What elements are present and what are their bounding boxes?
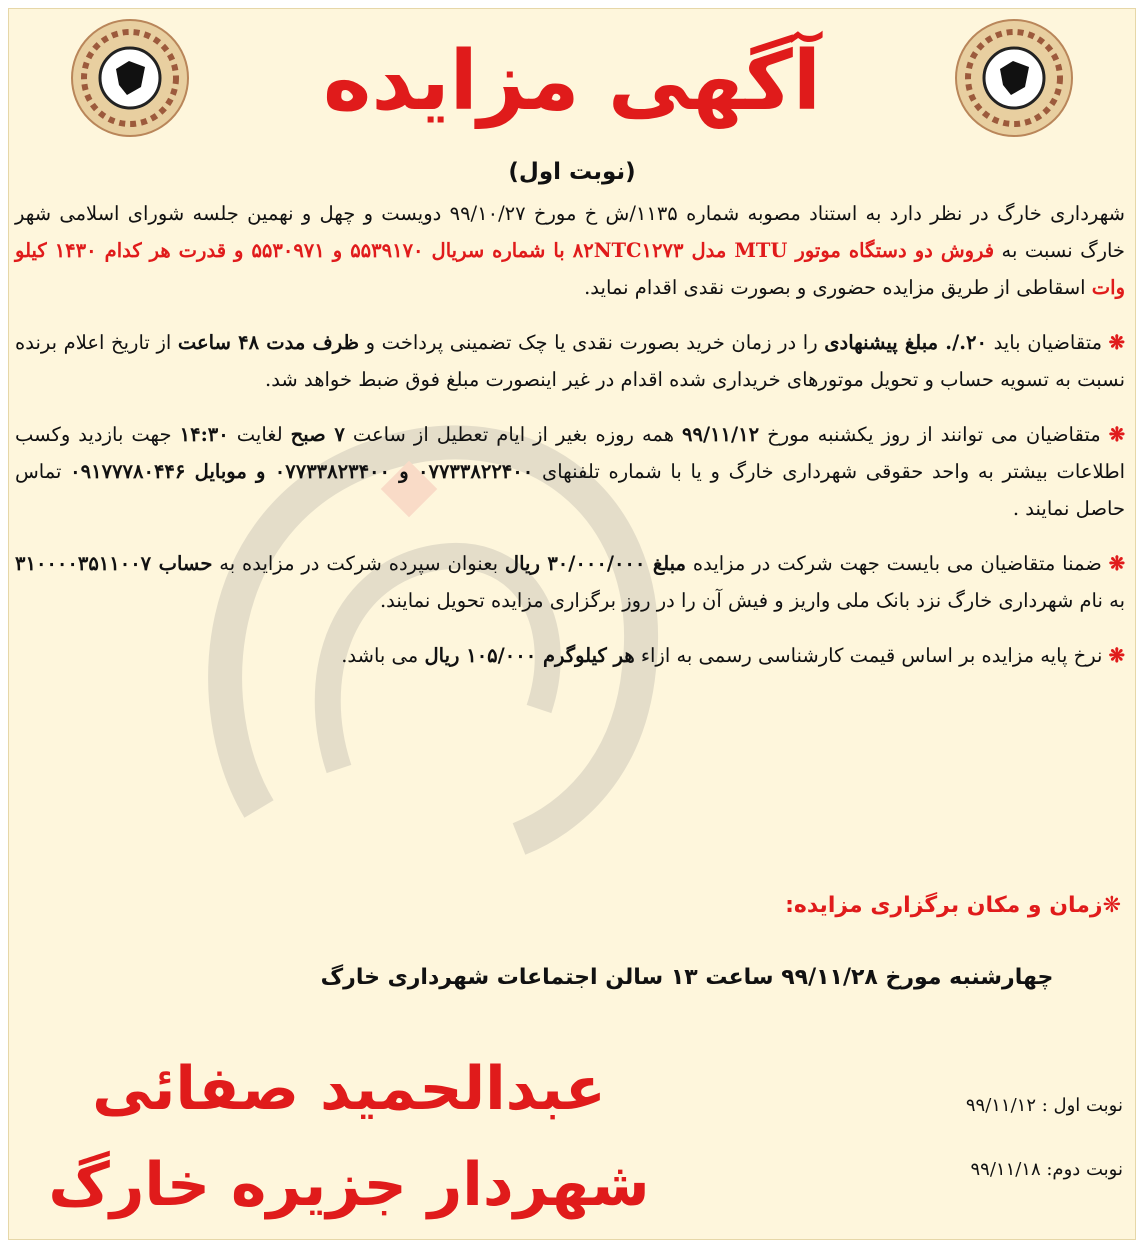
star-bullet-icon: ❋: [1108, 552, 1126, 575]
star-bullet-icon: ❋: [1102, 893, 1121, 918]
star-bullet-icon: ❋: [1108, 423, 1126, 446]
signatory-name: عبدالحمید صفائی: [92, 1054, 606, 1124]
notice-subtitle: (نوبت اول): [508, 159, 636, 185]
publication-first-date: نوبت اول : ۹۹/۱۱/۱۲: [965, 1095, 1123, 1116]
intro-highlight: فروش دو دستگاه موتور MTU مدل ۸۲NTC۱۲۷۳ با شماره سریال ۵۵۳۹۱۷۰ و ۵۵۳۰۹۷۱ و قدرت هر کدام ۱۴۳۰ کیلو وات: [15, 239, 1125, 299]
star-bullet-icon: ❋: [1108, 331, 1125, 354]
clause-base-price: ❋ نرخ پایه مزایده بر اساس قیمت کارشناسی رسمی به ازاء هر کیلوگرم ۱۰۵/۰۰۰ ریال می باشد.: [341, 644, 1125, 667]
intro-paragraph: شهرداری خارگ در نظر دارد به استناد مصوبه شماره ۱۱۳۵/ش خ مورخ ۹۹/۱۰/۲۷ دویست و چهل و نهمین جلسه شورای اسلامی شهر خارگ نسبت به فروش دو دستگاه موتور MTU مدل ۸۲NTC۱۲۷۳ با شماره سریال ۵۵۳۹۱۷۰ و ۵۵۳۰۹۷۱ و قدرت هر کدام ۱۴۳۰ کیلو وات اسقاطی از طریق مزایده حضوری و بصورت نقدی اقدام نماید.: [15, 202, 1125, 299]
clause-deposit: ❋ ضمنا متقاضیان می بایست جهت شرکت در مزایده مبلغ ۳۰/۰۰۰/۰۰۰ ریال بعنوان سپرده شرکت در مزایده به حساب ۳۱۰۰۰۰۳۵۱۱۰۰۷ به نام شهرداری خارگ نزد بانک ملی واریز و فیش آن را در روز برگزاری مزایده تحویل نمایند.: [15, 552, 1126, 612]
signatory-role: شهردار جزیره خارگ: [48, 1150, 650, 1220]
auction-time-place-heading: ❋زمان و مکان برگزاری مزایده:: [785, 893, 1121, 918]
clause-payment: ❋ متقاضیان باید ۲۰./. مبلغ پیشنهادی را در زمان خرید بصورت نقدی یا چک تضمینی پرداخت و ظرف مدت ۴۸ ساعت از تاریخ اعلام برنده نسبت به تسویه حساب و تحویل موتورهای خریداری شده اقدام در غیر اینصورت مبلغ فوق ضبط خواهد شد.: [15, 331, 1125, 391]
notice-body: [15, 195, 1125, 674]
clause-inspection: ❋ متقاضیان می توانند از روز یکشنبه مورخ ۹۹/۱۱/۱۲ همه روزه بغیر از ایام تعطیل از ساعت ۷ صبح لغایت ۱۴:۳۰ جهت بازدید وکسب اطلاعات بیشتر به واحد حقوقی شهرداری خارگ و یا با شماره تلفنهای ۰۷۷۳۳۸۲۲۴۰۰ و ۰۷۷۳۳۸۲۳۴۰۰ و موبایل ۰۹۱۷۷۷۸۰۴۴۶ تماس حاصل نمایند .: [15, 423, 1126, 520]
auction-notice-page: [8, 8, 1136, 1240]
auction-schedule: چهارشنبه مورخ ۹۹/۱۱/۲۸ ساعت ۱۳ سالن اجتماعات شهرداری خارگ: [320, 965, 1054, 990]
publication-second-date: نوبت دوم: ۹۹/۱۱/۱۸: [970, 1159, 1123, 1180]
notice-title: آگهی مزایده: [323, 34, 821, 129]
star-bullet-icon: ❋: [1108, 644, 1125, 667]
